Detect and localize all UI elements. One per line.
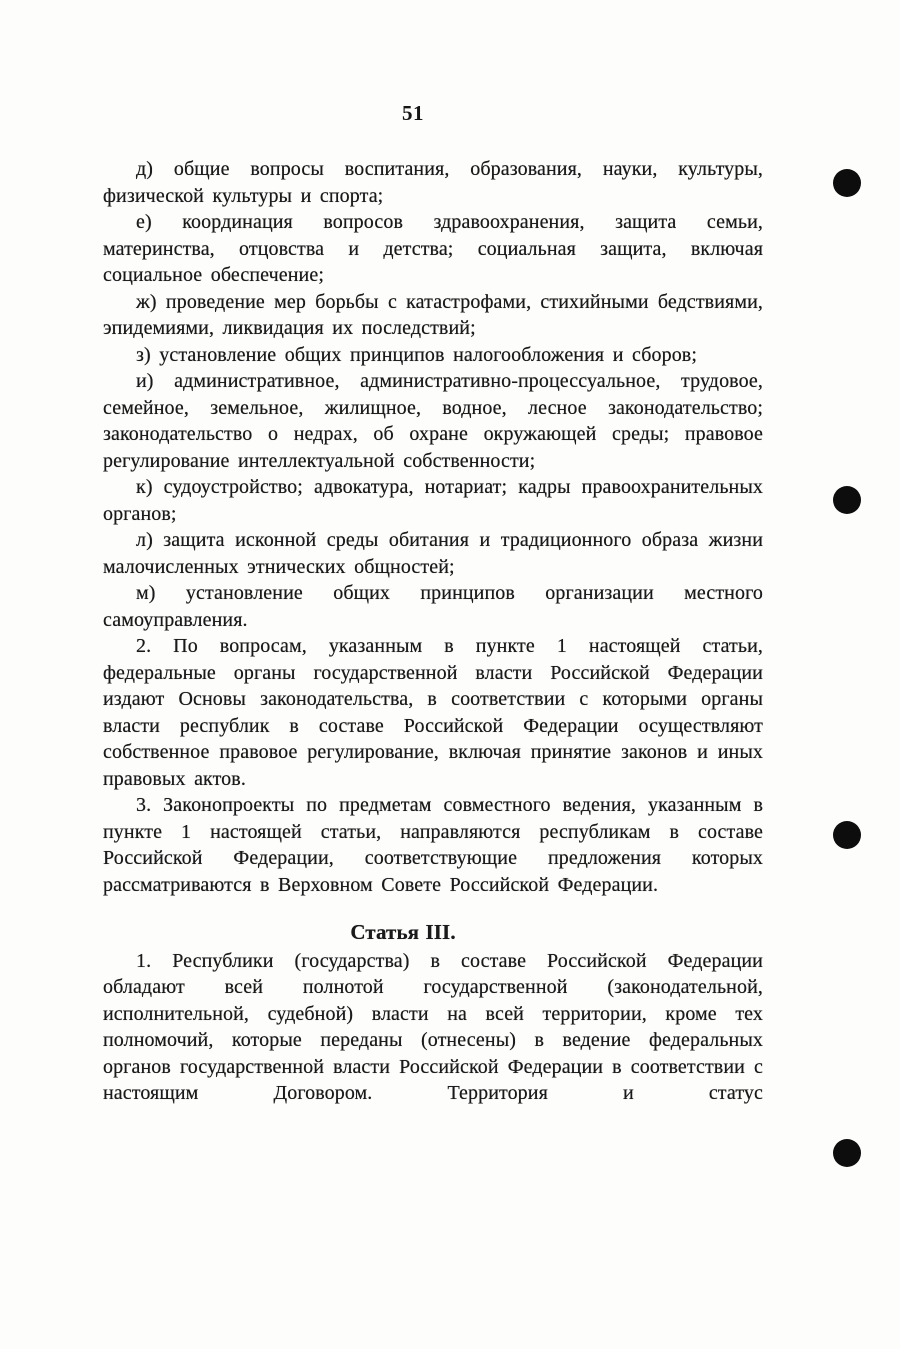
- document-text-block: [103, 156, 763, 1107]
- binding-hole-dot: [833, 169, 861, 197]
- document-paragraph: и) административное, административно-процессуальное, трудовое, семейное, земельное, жилищное, водное, лесное законодательство; законодательство о недрах, об охране окружающей среды; правовое регулирование интеллектуальной собственности;: [103, 370, 763, 472]
- document-paragraph: л) защита исконной среды обитания и традиционного образа жизни малочисленных этнических общностей;: [103, 529, 763, 578]
- binding-hole-dot: [833, 486, 861, 514]
- document-paragraph: 2. По вопросам, указанным в пункте 1 настоящей статьи, федеральные органы государственной власти Российской Федерации издают Основы законодательства, в соответствии с которыми органы власти республик в составе Российской Федерации осуществляют собственное правовое регулирование, включая принятие законов и иных правовых актов.: [103, 635, 763, 790]
- document-paragraph: 3. Законопроекты по предметам совместного ведения, указанным в пункте 1 настоящей статьи, направляются республикам в составе Российской Федерации, соответствующие предложения которых рассматриваются в Верховном Совете Российской Федерации.: [103, 794, 763, 896]
- article-heading: Статья III.: [350, 920, 456, 944]
- binding-hole-dot: [833, 1139, 861, 1167]
- document-paragraph: м) установление общих принципов организации местного самоуправления.: [103, 582, 763, 631]
- document-paragraph: е) координация вопросов здравоохранения, защита семьи, материнства, отцовства и детства; социальная защита, включая социальное обеспечение;: [103, 211, 763, 286]
- binding-hole-dot: [833, 821, 861, 849]
- document-paragraph: д) общие вопросы воспитания, образования, науки, культуры, физической культуры и спорта;: [103, 158, 763, 207]
- document-paragraph: 1. Республики (государства) в составе Российской Федерации обладают всей полнотой государственной (законодательной, исполнительной, судебной) власти на всей территории, кроме тех полномочий, которые переданы (отнесены) в ведение федеральных органов государственной власти Российской Федерации в соответствии с настоящим Договором. Территория и статус: [103, 949, 763, 1104]
- document-paragraph: з) установление общих принципов налогообложения и сборов;: [136, 343, 698, 366]
- page-number: 51: [402, 101, 424, 125]
- document-paragraph: к) судоустройство; адвокатура, нотариат; кадры правоохранительных органов;: [103, 476, 763, 525]
- document-paragraph: ж) проведение мер борьбы с катастрофами, стихийными бедствиями, эпидемиями, ликвидация их последствий;: [103, 290, 763, 339]
